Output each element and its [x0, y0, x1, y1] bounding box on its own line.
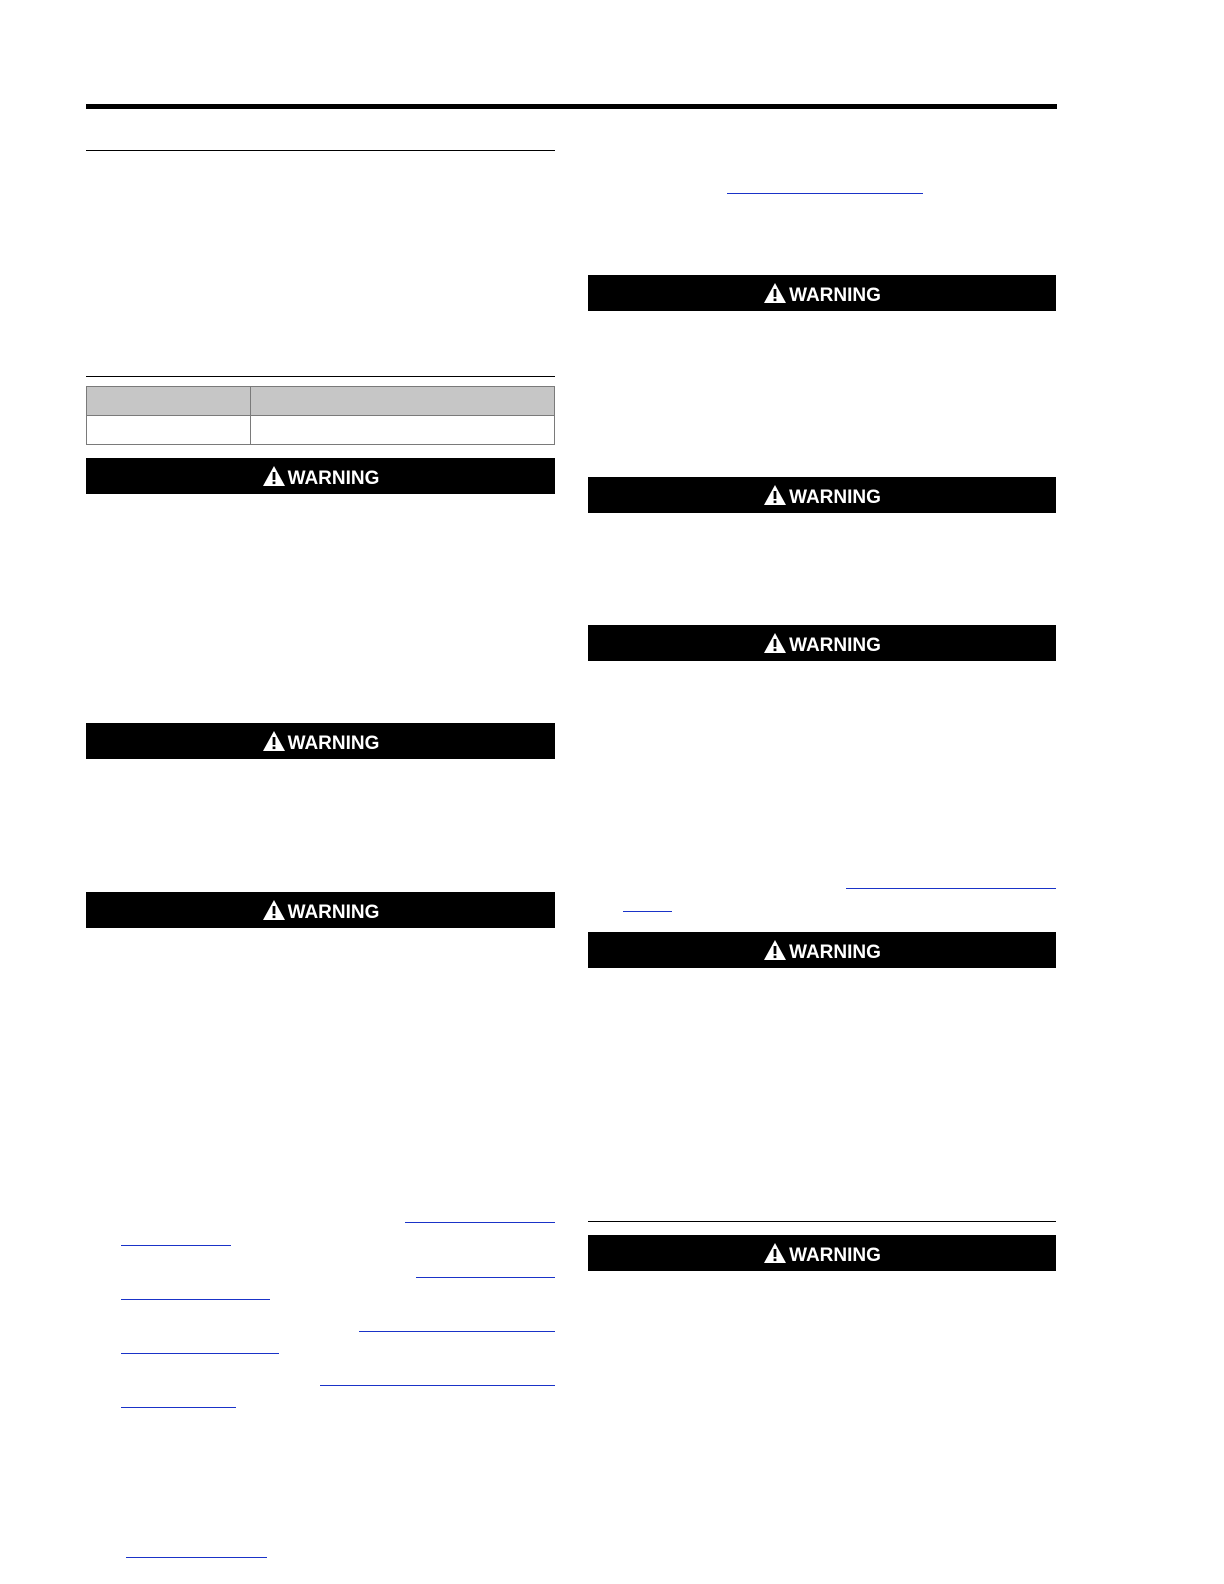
cross-reference-link[interactable]	[126, 1557, 267, 1558]
warning-label: WARNING	[287, 733, 380, 754]
warning-triangle-icon	[763, 632, 787, 654]
warning-banner	[86, 892, 555, 928]
cross-reference-link[interactable]	[121, 1245, 231, 1246]
warning-banner	[86, 723, 555, 759]
warning-banner	[588, 477, 1056, 513]
section-rule	[86, 150, 555, 151]
warning-banner	[588, 932, 1056, 968]
page-header-rule	[86, 104, 1057, 109]
table-cell	[87, 416, 251, 445]
warning-label: WARNING	[789, 635, 881, 656]
table-header-row	[87, 387, 555, 416]
cross-reference-link[interactable]	[405, 1222, 555, 1223]
cross-reference-link[interactable]	[320, 1385, 555, 1386]
warning-label: WARNING	[789, 1245, 881, 1266]
warning-triangle-icon	[262, 465, 286, 487]
warning-label: WARNING	[789, 487, 881, 508]
warning-banner	[86, 458, 555, 494]
warning-triangle-icon	[262, 730, 286, 752]
cross-reference-link[interactable]	[121, 1299, 270, 1300]
warning-label: WARNING	[287, 902, 380, 923]
warning-label: WARNING	[789, 942, 881, 963]
cross-reference-link[interactable]	[623, 911, 672, 912]
table-header-cell	[87, 387, 251, 416]
cross-reference-link[interactable]	[416, 1277, 555, 1278]
warning-banner	[588, 1235, 1056, 1271]
cross-reference-link[interactable]	[121, 1407, 236, 1408]
warning-triangle-icon	[763, 939, 787, 961]
cross-reference-link[interactable]	[846, 888, 1056, 889]
table-header-cell	[251, 387, 555, 416]
cross-reference-link[interactable]	[359, 1331, 555, 1332]
warning-banner	[588, 275, 1056, 311]
section-rule	[588, 1221, 1056, 1222]
warning-label: WARNING	[789, 285, 881, 306]
table-row	[87, 416, 555, 445]
warning-banner	[588, 625, 1056, 661]
table-cell	[251, 416, 555, 445]
warning-triangle-icon	[763, 282, 787, 304]
warning-triangle-icon	[763, 1242, 787, 1264]
cross-reference-link[interactable]	[727, 193, 923, 194]
cross-reference-link[interactable]	[121, 1353, 279, 1354]
warning-triangle-icon	[763, 484, 787, 506]
warning-label: WARNING	[287, 468, 380, 489]
spec-table	[86, 386, 555, 445]
section-rule	[86, 376, 555, 377]
warning-triangle-icon	[262, 899, 286, 921]
